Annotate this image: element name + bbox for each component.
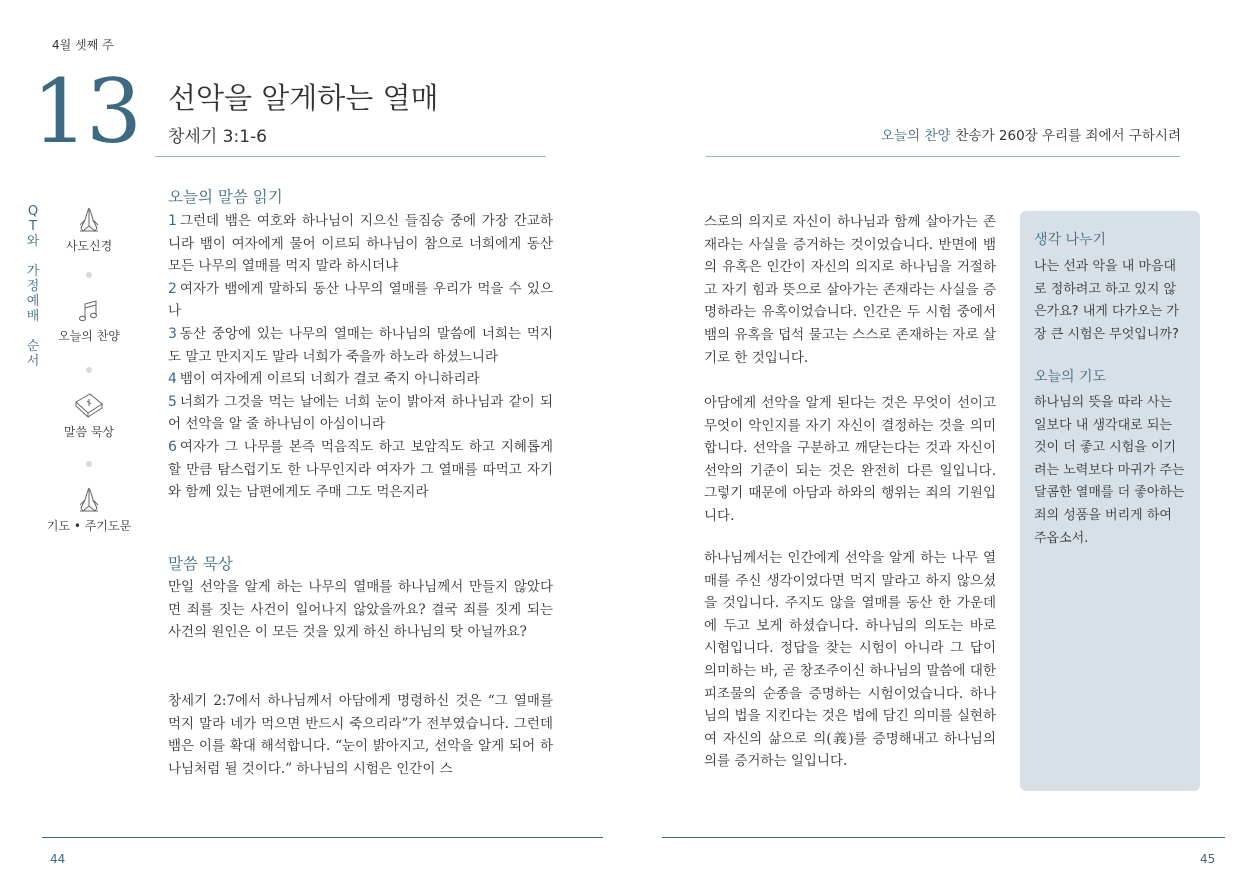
page-number-right: 45 [1200,852,1216,866]
verse-number: 1 [168,213,177,229]
hymn-of-the-day [881,124,1181,144]
step-label: 말씀 묵상 [63,425,115,439]
verse-text: 너희가 그것을 먹는 날에는 너희 눈이 밝아져 하나님과 같이 되어 선악을 알 줄 하나님이 아심이니라 [168,393,553,433]
meditation-paragraph-5: 하나님께서는 인간에게 선악을 알게 하는 나무 열매를 주신 생각이었다면 먹지 말라고 하지 않으셨을 것입니다. 주지도 않을 열매를 동산 한 가운데에 두고 보게 하셨습니다. 하나님의 의도는 바로 시험입니다. 정답을 찾는 시험이 아니라 그 답이 의미하는 바, 곧 창조주이신 하나님의 말씀에 대한 피조물의 순종을 증명하는 시험이었습니다. 하나님의 법을 지킨다는 것은 법에 담긴 의미를 실현하여 자신의 삶으로 의(義)를 증명해내고 하나님의 의를 증거하는 일입니다. [704,550,996,770]
vertical-char: 배 [26,309,40,324]
verse [168,278,553,323]
verse [168,323,553,368]
week-label: 4월 셋째 주 [52,38,114,52]
praying-hands-icon [74,206,104,234]
sharing-text: 나는 선과 악을 내 마음대로 정하려고 하고 있지 않은가요? 내게 다가오는 가장 큰 시험은 무엇입니까? [1034,259,1179,342]
praying-hands-icon [74,486,104,514]
music-note-icon [74,298,104,324]
vertical-char: 예 [26,294,40,309]
step-meditation [44,390,134,440]
hymn-text: 찬송가 260장 우리를 죄에서 구하시려 [955,128,1181,144]
verse-number: 4 [168,371,177,388]
vertical-char: Q [27,204,39,219]
verse-number: 3 [168,325,177,342]
verse-text: 여자가 뱀에게 말하되 동산 나무의 열매를 우리가 먹을 수 있으나 [168,280,553,320]
step-label: 사도신경 [65,239,113,253]
page-title: 선악을 알게하는 열매 [168,81,439,115]
footer-rule-left [42,837,603,838]
header-divider-right [706,156,1180,157]
vertical-char: 순 [26,339,40,354]
step-apostles-creed [44,206,134,254]
header-divider-left [155,156,546,157]
step-separator-dot [86,367,92,373]
day-number: 13 [32,60,140,163]
step-label: 기도 • 주기도문 [46,519,132,533]
vertical-char: T [29,219,37,234]
footer-rule-right [662,837,1225,838]
sharing-heading: 생각 나누기 [1034,232,1107,248]
prayer-text: 하나님의 뜻을 따라 사는 일보다 내 생각대로 되는 것이 더 좋고 시험을 이기려는 노력보다 마귀가 주는 달콤한 열매를 더 좋아하는 죄의 성품을 버리게 하여 주옵소서. [1034,395,1185,546]
vertical-order-label [26,204,40,369]
vertical-char: 서 [26,354,40,369]
verse [168,436,553,504]
meditation-paragraph-4: 아담에게 선악을 알게 된다는 것은 무엇이 선이고 무엇이 악인지를 자기 자신이 결정하는 것을 의미합니다. 선악을 구분하고 깨닫는다는 것과 자신이 선악의 기준이 되는 것은 완전히 다른 일입니다. 그렇기 때문에 아담과 하와의 행위는 죄의 기원입니다. [704,395,996,524]
vertical-char: 가 [26,264,40,279]
verse-number: 6 [168,438,177,455]
hymn-label: 오늘의 찬양 [880,128,951,144]
verse-text: 뱀이 여자에게 이르되 너희가 결코 죽지 아니하리라 [179,371,480,388]
step-hymn [44,298,134,344]
vertical-char: 정 [26,279,40,294]
prayer-heading: 오늘의 기도 [1034,369,1107,385]
verse [168,210,553,278]
reading-heading: 오늘의 말씀 읽기 [168,188,283,206]
meditation-paragraph-2: 창세기 2:7에서 하나님께서 아담에게 명령하신 것은 “그 열매를 먹지 말라 네가 먹으면 반드시 죽으리라”가 전부였습니다. 그런데 뱀은 이를 확대 해석합니다. “눈이 밝아지고, 선악을 알게 되어 하나님처럼 될 것이다.” 하나님의 시험은 인간이 스 [168,693,553,777]
meditation-heading: 말씀 묵상 [168,555,233,573]
step-separator-dot [86,461,92,467]
scripture-passage [168,210,553,504]
verse-text: 그런데 뱀은 여호와 하나님이 지으신 들짐승 중에 가장 간교하니라 뱀이 여자에게 물어 이르되 하나님이 참으로 너희에게 동산 모든 나무의 열매를 먹지 말라 하시더냐 [168,213,553,275]
vertical-char: 와 [26,234,40,249]
step-label: 오늘의 찬양 [58,329,120,343]
meditation-paragraph-1: 만일 선악을 알게 하는 나무의 열매를 하나님께서 만들지 않았다면 죄를 짓는 사건이 일어나지 않았을까요? 결국 죄를 짓게 되는 사건의 원인은 이 모든 것을 있게 하신 하나님의 탓 아닐까요? [168,579,553,641]
step-separator-dot [86,272,92,278]
bible-icon [73,390,105,420]
verse-text: 여자가 그 나무를 본즉 먹음직도 하고 보암직도 하고 지혜롭게 할 만큼 탐스럽기도 한 나무인지라 여자가 그 열매를 따먹고 자기와 함께 있는 남편에게도 주매 그도 먹은지라 [168,438,553,501]
verse [168,391,553,436]
verse-text: 동산 중앙에 있는 나무의 열매는 하나님의 말씀에 너희는 먹지도 말고 만지지도 말라 너희가 죽을까 하노라 하셨느니라 [168,325,553,365]
step-prayer [44,486,134,534]
verse-number: 5 [168,393,177,410]
scripture-reference: 창세기 3:1-6 [168,127,267,147]
page-number-left: 44 [50,852,66,866]
verse-number: 2 [168,280,177,297]
reflection-box [1020,211,1200,791]
vertical-gap [26,324,40,339]
vertical-gap [26,249,40,264]
verse [168,368,553,391]
meditation-paragraph-3: 스로의 의지로 자신이 하나님과 함께 살아가는 존재라는 사실을 증거하는 것이었습니다. 반면에 뱀의 유혹은 인간이 자신의 의지로 하나님을 거절하고 자기 힘과 뜻으로 살아가는 존재라는 사실을 증명하라는 유혹이었습니다. 인간은 두 시험 중에서 뱀의 유혹을 덥석 물고는 스스로 존재하는 자로 살기로 한 것입니다. [704,214,996,366]
